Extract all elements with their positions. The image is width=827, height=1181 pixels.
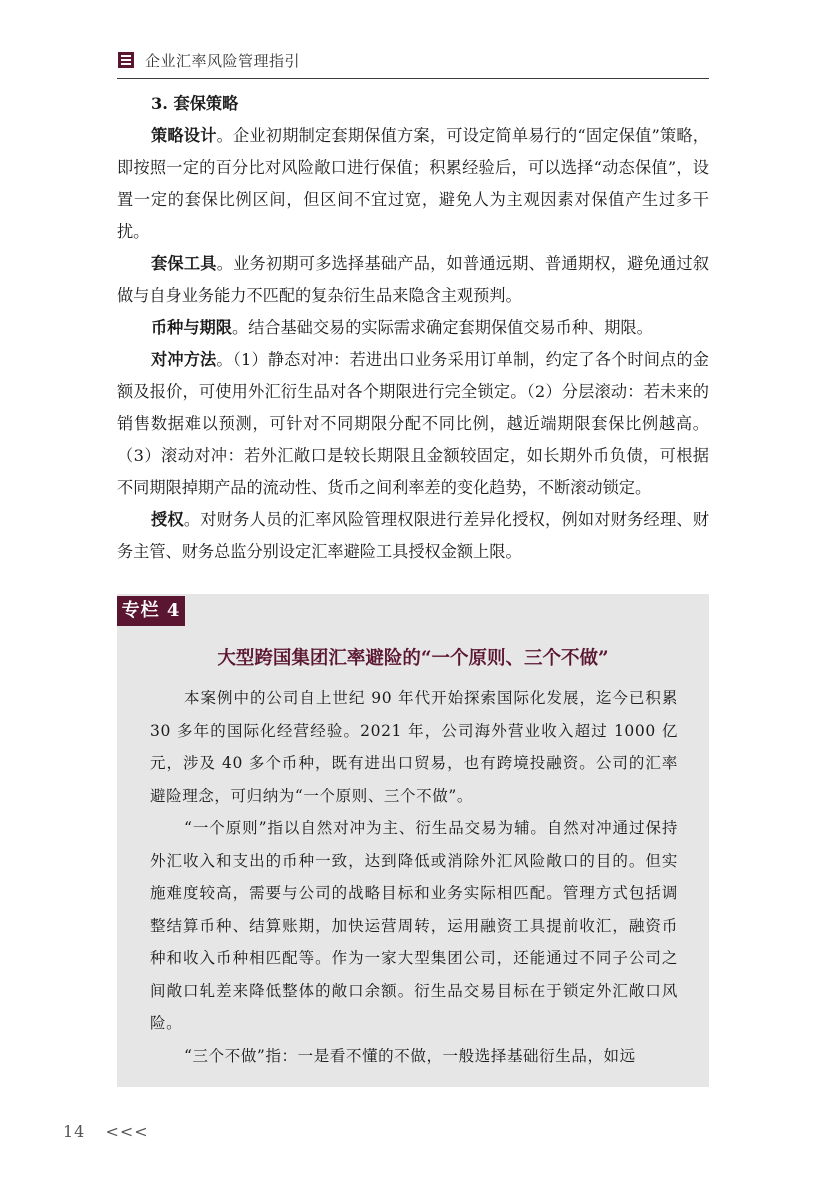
box-paragraph: “三个不做”指：一是看不懂的不做，一般选择基础衍生品，如远 <box>184 1046 636 1065</box>
paragraph-label: 套保工具 <box>151 254 217 273</box>
page-number: 14 <box>63 1122 86 1141</box>
paragraph-label: 对冲方法 <box>151 350 217 369</box>
paragraph-label: 授权 <box>151 510 184 529</box>
main-text <box>117 88 709 568</box>
paragraph-currency-term <box>117 312 709 344</box>
paragraph-body: 。（1）静态对冲：若进出口业务采用订单制，约定了各个时间点的金额及报价，可使用外汇衍生品对各个期限进行完全锁定。（2）分层滚动：若未来的销售数据难以预测，可针对不同期限分配不同比例，越近端期限套保比例越高。（3）滚动对冲：若外汇敞口是较长期限且金额较固定，如长期外币负债，可根据不同期限掉期产品的流动性、货币之间利率差的变化趋势，不断滚动锁定。 <box>117 350 709 497</box>
box-body <box>150 682 678 1072</box>
section-heading: 3. 套保策略 <box>151 94 239 113</box>
paragraph-label: 币种与期限 <box>151 318 232 337</box>
box-title: 大型跨国集团汇率避险的“一个原则、三个不做” <box>217 648 609 669</box>
paragraph-hedge-method <box>117 344 709 504</box>
sidebar-box <box>117 594 709 1087</box>
paragraph-authorization <box>117 504 709 568</box>
book-icon <box>117 51 135 69</box>
box-tag: 专栏 4 <box>117 596 185 626</box>
box-paragraph: “一个原则”指以自然对冲为主、衍生品交易为辅。自然对冲通过保持外汇收入和支出的币种一致，达到降低或消除外汇风险敞口的目的。但实施难度较高，需要与公司的战略目标和业务实际相匹配。管理方式包括调整结算币种、结算账期，加快运营周转，运用融资工具提前收汇，融资币种和收入币种相匹配等。作为一家大型集团公司，还能通过不同子公司之间敞口轧差来降低整体的敞口余额。衍生品交易目标在于锁定外汇敞口风险。 <box>150 819 678 1032</box>
paragraph-body: 。对财务人员的汇率风险管理权限进行差异化授权，例如对财务经理、财务主管、财务总监分别设定汇率避险工具授权金额上限。 <box>117 510 710 561</box>
paragraph-label: 策略设计 <box>151 126 217 145</box>
running-header <box>117 48 709 79</box>
paragraph-body: 。业务初期可多选择基础产品，如普通远期、普通期权，避免通过叙做与自身业务能力不匹配的复杂衍生品来隐含主观预判。 <box>117 254 710 305</box>
paragraph-hedge-tools <box>117 248 709 312</box>
box-paragraph: 本案例中的公司自上世纪 90 年代开始探索国际化发展，迄今已积累 30 多年的国际化经营经验。2021 年，公司海外营业收入超过 1000 亿元，涉及 40 多个币种，既有进出口贸易，也有跨境投融资。公司的汇率避险理念，可归纳为“一个原则、三个不做”。 <box>150 689 678 805</box>
page-footer <box>63 1122 149 1141</box>
paragraph-body: 。企业初期制定套期保值方案，可设定简单易行的“固定保值”策略，即按照一定的百分比对风险敞口进行保值；积累经验后，可以选择“动态保值”，设置一定的套保比例区间，但区间不宜过宽，避免人为主观因素对保值产生过多干扰。 <box>117 126 709 241</box>
paragraph-strategy-design <box>117 120 709 248</box>
paragraph-body: 。结合基础交易的实际需求确定套期保值交易币种、期限。 <box>231 318 653 337</box>
running-header-title: 企业汇率风险管理指引 <box>145 52 301 70</box>
page-arrows: <<< <box>105 1122 149 1141</box>
